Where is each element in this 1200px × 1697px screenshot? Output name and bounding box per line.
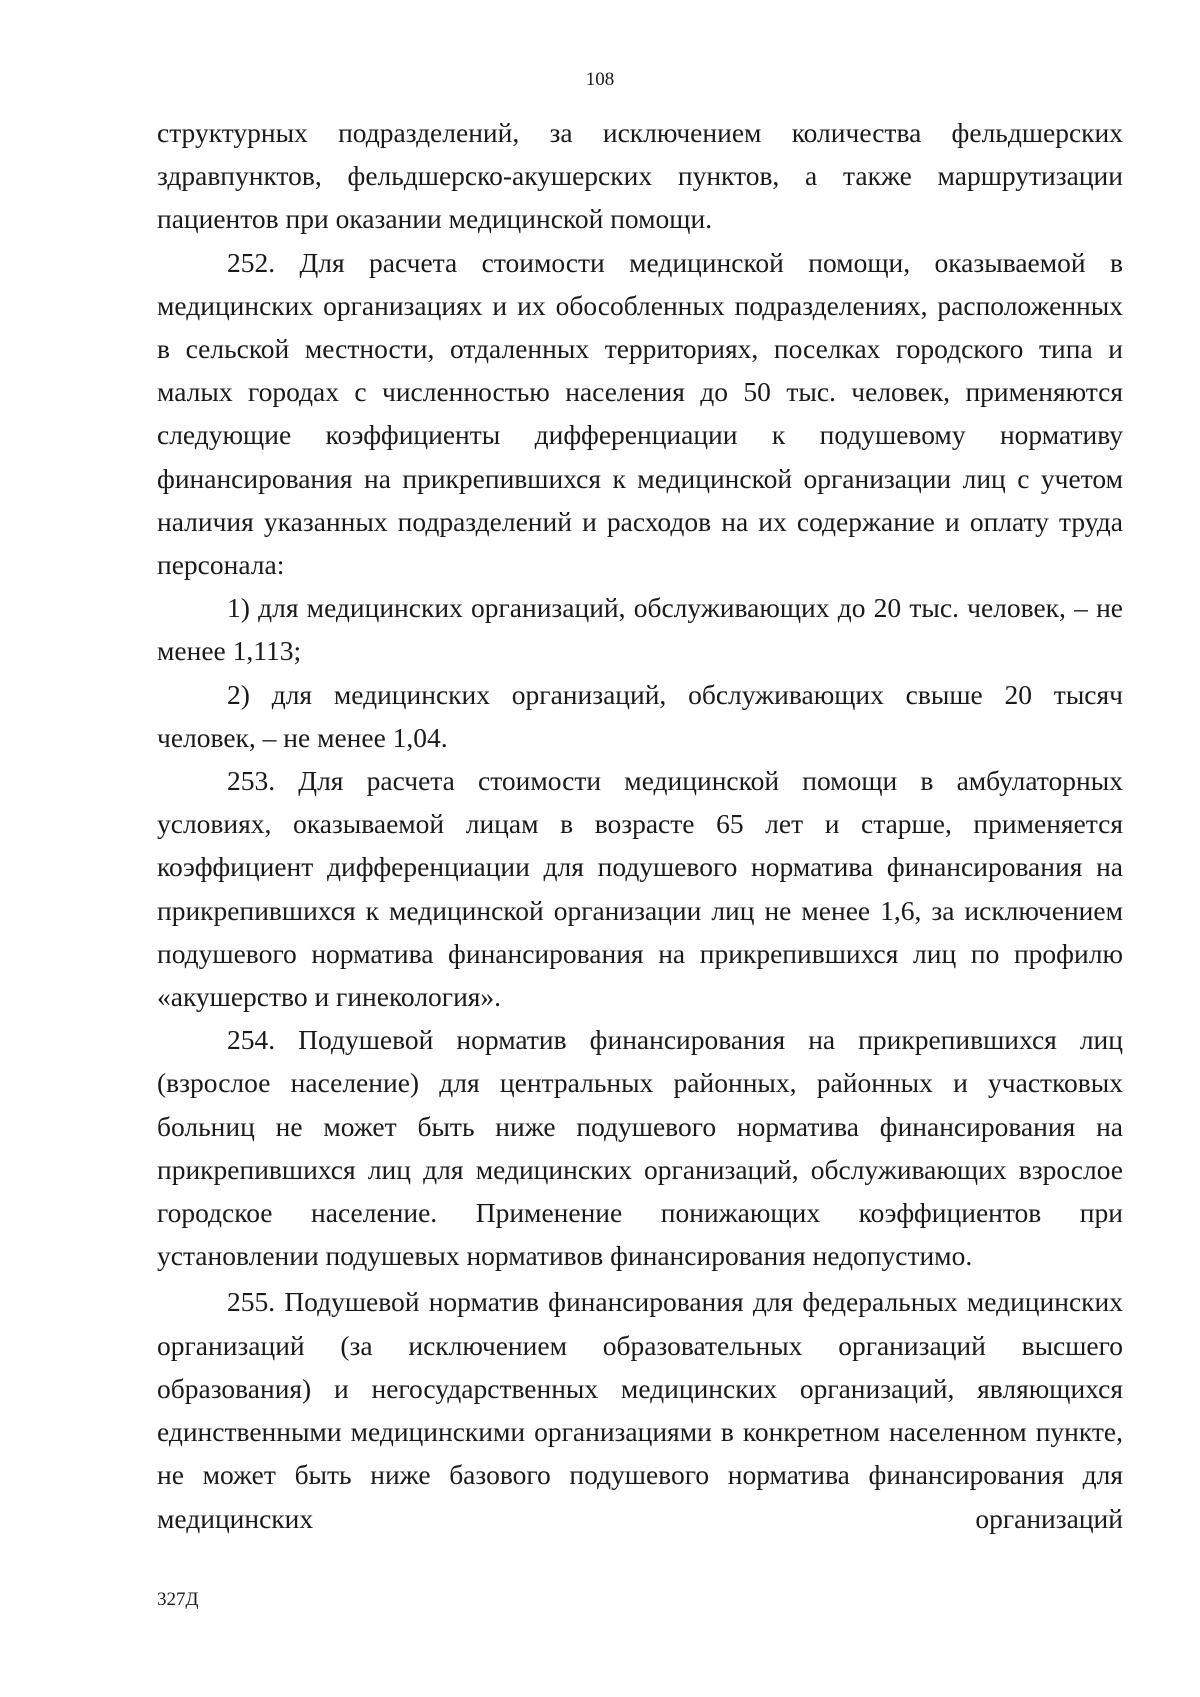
paragraph-253: 253. Для расчета стоимости медицинской помощи в амбулаторных условиях, оказываемой лицам в возрасте 65 лет и старше, применяется коэффициент дифференциации для подушевого норматива финансирования на прикрепившихся к медицинской организации лиц не менее 1,6, за исключением подушевого норматива финансирования на прикрепившихся лиц по профилю «акушерство и гинекология». bbox=[157, 765, 1123, 1013]
document-code: 327Д bbox=[157, 1589, 199, 1610]
page-number: 108 bbox=[585, 69, 615, 90]
list-item-1: 1) для медицинских организаций, обслуживающих до 20 тыс. человек, – не менее 1,113; bbox=[157, 592, 1123, 667]
paragraph-254: 254. Подушевой норматив финансирования на прикрепившихся лиц (взрослое население) для центральных районных, районных и участковых больниц не может быть ниже подушевого норматива финансирования на прикрепившихся лиц для медицинских организаций, обслуживающих взрослое городское население. Применение понижающих коэффициентов при установлении подушевых нормативов финансирования недопустимо. bbox=[157, 1024, 1123, 1272]
paragraph-255: 255. Подушевой норматив финансирования для федеральных медицинских организаций (за исключением образовательных организаций высшего образования) и негосударственных медицинских организаций, являющихся единственными медицинскими организациями в конкретном населенном пункте, не может быть ниже базового подушевого норматива финансирования для медицинских организаций bbox=[157, 1286, 1123, 1534]
paragraph-continuation: структурных подразделений, за исключением количества фельдшерских здравпунктов, фельдшерско-акушерских пунктов, а также маршрутизации пациентов при оказании медицинской помощи. bbox=[157, 117, 1123, 235]
paragraph-252: 252. Для расчета стоимости медицинской помощи, оказываемой в медицинских организациях и их обособленных подразделениях, расположенных в сельской местности, отдаленных территориях, поселках городского типа и малых городах с численностью населения до 50 тыс. человек, применяются следующие коэффициенты дифференциации к подушевому нормативу финансирования на прикрепившихся к медицинской организации лиц с учетом наличия указанных подразделений и расходов на их содержание и оплату труда персонала: bbox=[157, 246, 1123, 581]
document-body bbox=[157, 111, 1123, 1540]
list-item-2: 2) для медицинских организаций, обслуживающих свыше 20 тысяч человек, – не менее 1,04. bbox=[157, 678, 1123, 753]
